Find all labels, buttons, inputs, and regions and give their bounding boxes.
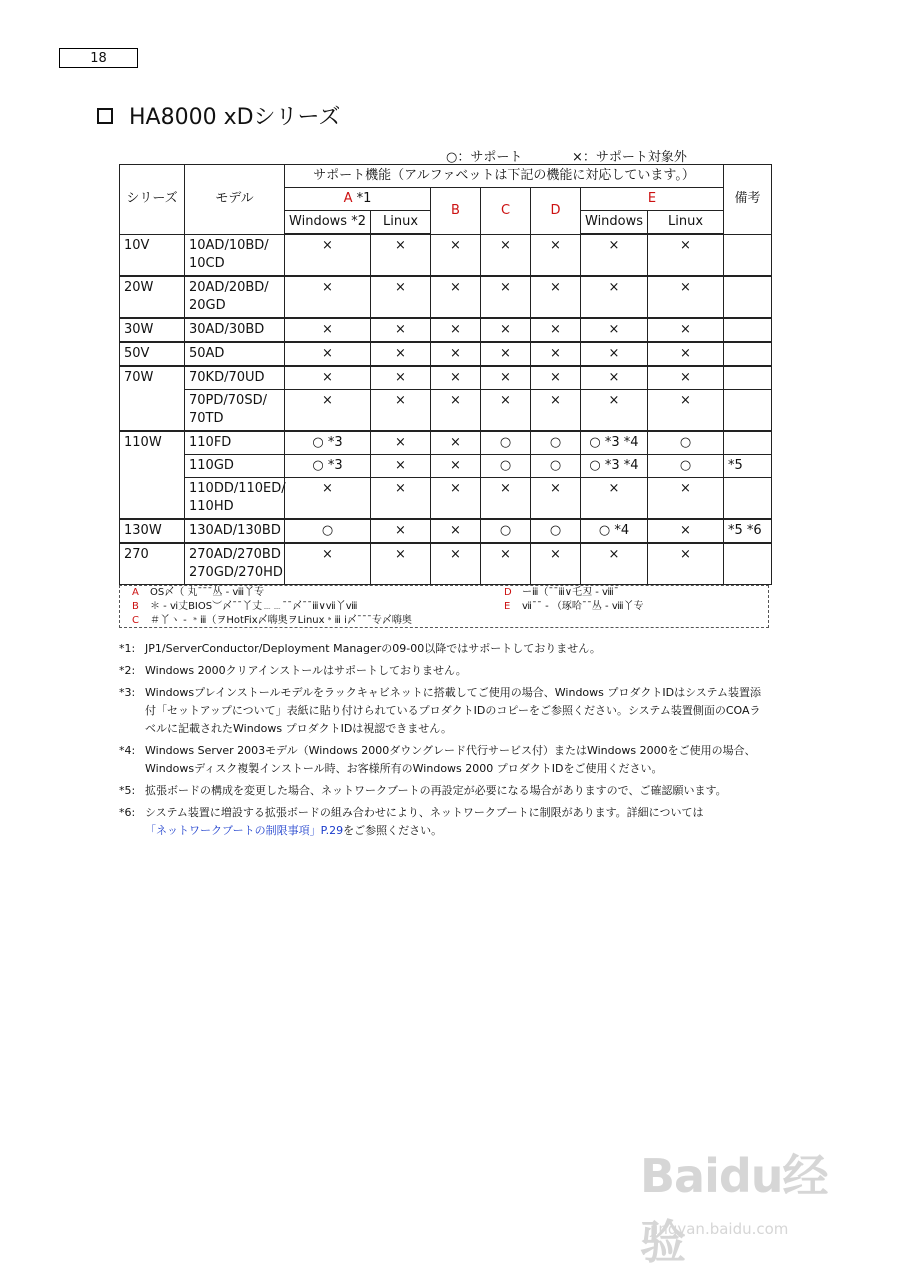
- support-cell: ×: [431, 276, 481, 318]
- table-row: [120, 543, 772, 585]
- support-cell: ×: [581, 477, 648, 519]
- model-cell: 50AD: [185, 342, 285, 366]
- remarks-cell: [724, 389, 772, 431]
- support-cell: ×: [531, 318, 581, 342]
- remarks-cell: [724, 342, 772, 366]
- baidu-watermark: [640, 1140, 870, 1269]
- legend-item-C: [132, 614, 412, 628]
- model-cell: 110FD: [185, 431, 285, 455]
- remarks-cell: [724, 276, 772, 318]
- support-cell: ○: [481, 519, 531, 543]
- model-cell: 70PD/70SD/ 70TD: [185, 389, 285, 431]
- checkbox-square-icon: [97, 108, 113, 124]
- support-cell: ×: [648, 366, 724, 390]
- series-cell: 20W: [120, 276, 185, 318]
- series-cell: 270: [120, 543, 185, 585]
- support-cell: ×: [581, 342, 648, 366]
- table-row: [120, 234, 772, 276]
- support-cell: ○: [531, 431, 581, 455]
- support-cell: ×: [531, 389, 581, 431]
- support-cell: ×: [531, 543, 581, 585]
- support-cell: ×: [581, 234, 648, 276]
- support-cell: ×: [581, 389, 648, 431]
- support-cell: ×: [531, 366, 581, 390]
- support-cell: ×: [371, 431, 431, 455]
- legend-text-D: ーⅲ（ˉˉⅲ∨乇丒 - ⅷˉ: [522, 587, 619, 598]
- support-cell: ×: [431, 519, 481, 543]
- legend-item-D: [504, 586, 619, 600]
- support-cell: ×: [371, 477, 431, 519]
- series-cell: 10V: [120, 234, 185, 276]
- header-remarks: 備考: [724, 165, 772, 235]
- network-boot-restrictions-link[interactable]: 「ネットワークブートの制限事項」P.29: [145, 824, 344, 837]
- legend-text-B: ＊ - ⅵ丈BIOS︶〆ˉˉ丫丈﹍﹍ˉˉ〆ˉˉⅲ∨ⅶ丫ⅷ: [150, 601, 358, 612]
- note-4: [119, 742, 771, 778]
- support-cell: ×: [371, 519, 431, 543]
- support-cell: ×: [431, 431, 481, 455]
- support-cell: ○ *3: [285, 431, 371, 455]
- table-row: [120, 342, 772, 366]
- table-row: [120, 318, 772, 342]
- model-cell: 130AD/130BD: [185, 519, 285, 543]
- support-cell: ×: [371, 276, 431, 318]
- support-cell: ×: [431, 389, 481, 431]
- remarks-cell: [724, 234, 772, 276]
- header-A-windows: Windows *2: [285, 211, 371, 235]
- model-cell: 20AD/20BD/ 20GD: [185, 276, 285, 318]
- series-cell: 110W: [120, 431, 185, 519]
- support-cell: ×: [648, 342, 724, 366]
- header-C: C: [481, 188, 531, 235]
- note-3: [119, 684, 771, 738]
- note-text: 拡張ボードの構成を変更した場合、ネットワークブートの再設定が必要になる場合がありますので、ご確認願います。: [145, 784, 727, 797]
- support-cell: ×: [285, 543, 371, 585]
- model-cell: 270AD/270BD 270GD/270HD: [185, 543, 285, 585]
- note-2: [119, 662, 771, 680]
- header-E: E: [581, 188, 724, 211]
- header-E-windows: Windows: [581, 211, 648, 235]
- legend-letter-B: B: [132, 601, 139, 612]
- table-row: [120, 477, 772, 519]
- legend-item-E: [504, 600, 644, 614]
- header-series: シリーズ: [120, 165, 185, 235]
- support-cell: ×: [285, 366, 371, 390]
- support-cell: ×: [431, 477, 481, 519]
- table-row: [120, 276, 772, 318]
- support-cell: ×: [285, 276, 371, 318]
- support-cell: ×: [371, 543, 431, 585]
- remarks-cell: *5: [724, 454, 772, 477]
- header-A-letter: A: [343, 191, 353, 206]
- support-cell: ×: [431, 366, 481, 390]
- feature-legend-box: [119, 585, 769, 628]
- note-1: [119, 640, 771, 658]
- support-cell: ×: [531, 477, 581, 519]
- support-cell: ×: [481, 234, 531, 276]
- header-A-note: *1: [352, 191, 372, 206]
- support-cell: ×: [648, 234, 724, 276]
- support-cell: ×: [648, 543, 724, 585]
- support-cell: ×: [481, 276, 531, 318]
- table-row: [120, 454, 772, 477]
- header-A: [285, 188, 431, 211]
- remarks-cell: [724, 318, 772, 342]
- table-row: [120, 389, 772, 431]
- support-cell: ○: [648, 454, 724, 477]
- support-cell: ×: [371, 342, 431, 366]
- support-cell: ×: [285, 318, 371, 342]
- page-number: 18: [59, 48, 138, 68]
- note-key: *2:: [119, 664, 136, 677]
- note-text: [145, 804, 771, 840]
- support-cell: ×: [431, 543, 481, 585]
- legend-support: ○：サポート: [446, 150, 523, 165]
- legend-letter-D: D: [504, 587, 512, 598]
- legend-letter-A: A: [132, 587, 139, 598]
- header-A-linux: Linux: [371, 211, 431, 235]
- support-cell: ○: [531, 519, 581, 543]
- note-key: *6:: [119, 806, 136, 819]
- support-cell: ×: [581, 318, 648, 342]
- note-key: *3:: [119, 686, 136, 699]
- support-cell: ×: [531, 234, 581, 276]
- note-text: Windows Server 2003モデル（Windows 2000ダウングレード代行サービス付）またはWindows 2000をご使用の場合、Windowsディスク複製インストール時、お客様所有のWindows 2000 プロダクトIDをご使用ください。: [145, 744, 756, 775]
- series-cell: 50V: [120, 342, 185, 366]
- legend-letter-E: E: [504, 601, 511, 612]
- support-cell: ×: [371, 318, 431, 342]
- support-cell: ○ *3 *4: [581, 431, 648, 455]
- support-cell: ×: [285, 342, 371, 366]
- support-cell: ×: [285, 389, 371, 431]
- note-text: Windowsプレインストールモデルをラックキャビネットに搭載してご使用の場合、Windows プロダクトIDはシステム装置添付「セットアップについて」表紙に貼り付けられているプロダクトIDのコピーをご参照ください。システム装置側面のCOAラベルに記載されたWindows プロダクトIDは視認できません。: [145, 686, 762, 735]
- support-cell: ×: [285, 477, 371, 519]
- note-key: *4:: [119, 744, 136, 757]
- legend-text-E: ⅶˉˉ - （琢哈ˉˉ丛 - ⅷ丫专: [522, 601, 644, 612]
- watermark-logo: [640, 1140, 870, 1272]
- support-cell: ×: [531, 342, 581, 366]
- support-cell: ×: [481, 477, 531, 519]
- legend-letter-C: C: [132, 615, 139, 626]
- note-key: *5:: [119, 784, 136, 797]
- legend-text-C: ＃丫ヽ - ﹡ⅲ（ヲHotFix〆嗨奥ヲLinux﹡ⅲ ⅰ〆ˉˉˉ专〆嗨奥: [150, 615, 412, 626]
- note-6: [119, 804, 771, 840]
- support-cell: ×: [648, 318, 724, 342]
- watermark-logo-text: Baidu经验: [640, 1149, 828, 1269]
- support-cell: ○: [285, 519, 371, 543]
- legend-item-B: [132, 600, 357, 614]
- header-B: B: [431, 188, 481, 235]
- model-cell: 110GD: [185, 454, 285, 477]
- support-cell: ○: [481, 431, 531, 455]
- support-cell: ×: [648, 477, 724, 519]
- model-cell: 10AD/10BD/ 10CD: [185, 234, 285, 276]
- legend-unsupported: ×：サポート対象外: [572, 150, 687, 165]
- model-cell: 110DD/110ED/ 110HD: [185, 477, 285, 519]
- support-cell: ×: [648, 519, 724, 543]
- support-cell: ×: [431, 234, 481, 276]
- support-cell: ×: [431, 454, 481, 477]
- support-cell: ×: [481, 366, 531, 390]
- table-row: [120, 519, 772, 543]
- series-cell: 30W: [120, 318, 185, 342]
- header-D: D: [531, 188, 581, 235]
- support-cell: ×: [481, 318, 531, 342]
- table-row: [120, 366, 772, 390]
- remarks-cell: *5 *6: [724, 519, 772, 543]
- watermark-url: jingyan.baidu.com: [650, 1220, 789, 1238]
- support-cell: ×: [371, 389, 431, 431]
- legend-text-A: OS〆（ 丸ˉˉˉ丛 - ⅷ丫专: [150, 587, 265, 598]
- note-6-tail: をご参照ください。: [343, 824, 443, 837]
- note-key: *1:: [119, 642, 136, 655]
- support-cell: ×: [481, 342, 531, 366]
- remarks-cell: [724, 366, 772, 390]
- series-cell: 70W: [120, 366, 185, 431]
- header-E-linux: Linux: [648, 211, 724, 235]
- support-cell: ×: [431, 342, 481, 366]
- support-cell: ×: [581, 543, 648, 585]
- support-cell: ×: [481, 389, 531, 431]
- support-cell: ×: [581, 276, 648, 318]
- model-cell: 70KD/70UD: [185, 366, 285, 390]
- page-title: [97, 100, 340, 131]
- support-cell: ×: [431, 318, 481, 342]
- support-cell: ○ *4: [581, 519, 648, 543]
- legend-item-A: [132, 586, 264, 600]
- note-text: JP1/ServerConductor/Deployment Managerの09-00以降ではサポートしておりません。: [145, 642, 601, 655]
- header-feature-group: サポート機能（アルファベットは下記の機能に対応しています。）: [285, 165, 724, 188]
- note-5: [119, 782, 771, 800]
- remarks-cell: [724, 543, 772, 585]
- support-cell: ×: [531, 276, 581, 318]
- support-cell: ×: [371, 366, 431, 390]
- table-row: [120, 431, 772, 455]
- support-cell: ○: [481, 454, 531, 477]
- support-cell: ○ *3: [285, 454, 371, 477]
- support-cell: ×: [285, 234, 371, 276]
- support-cell: ○: [648, 431, 724, 455]
- remarks-cell: [724, 431, 772, 455]
- footnotes: [119, 640, 771, 844]
- support-table: [119, 164, 772, 585]
- series-cell: 130W: [120, 519, 185, 543]
- header-model: モデル: [185, 165, 285, 235]
- support-cell: ×: [481, 543, 531, 585]
- support-cell: ×: [371, 454, 431, 477]
- model-cell: 30AD/30BD: [185, 318, 285, 342]
- title-text: HA8000 xDシリーズ: [129, 105, 341, 130]
- support-cell: ×: [648, 389, 724, 431]
- support-cell: ○ *3 *4: [581, 454, 648, 477]
- support-cell: ×: [581, 366, 648, 390]
- support-cell: ×: [648, 276, 724, 318]
- support-cell: ×: [371, 234, 431, 276]
- note-text: Windows 2000クリアインストールはサポートしておりません。: [145, 664, 467, 677]
- remarks-cell: [724, 477, 772, 519]
- support-cell: ○: [531, 454, 581, 477]
- note-6-text: システム装置に増設する拡張ボードの組み合わせにより、ネットワークブートに制限があります。詳細については: [145, 806, 704, 819]
